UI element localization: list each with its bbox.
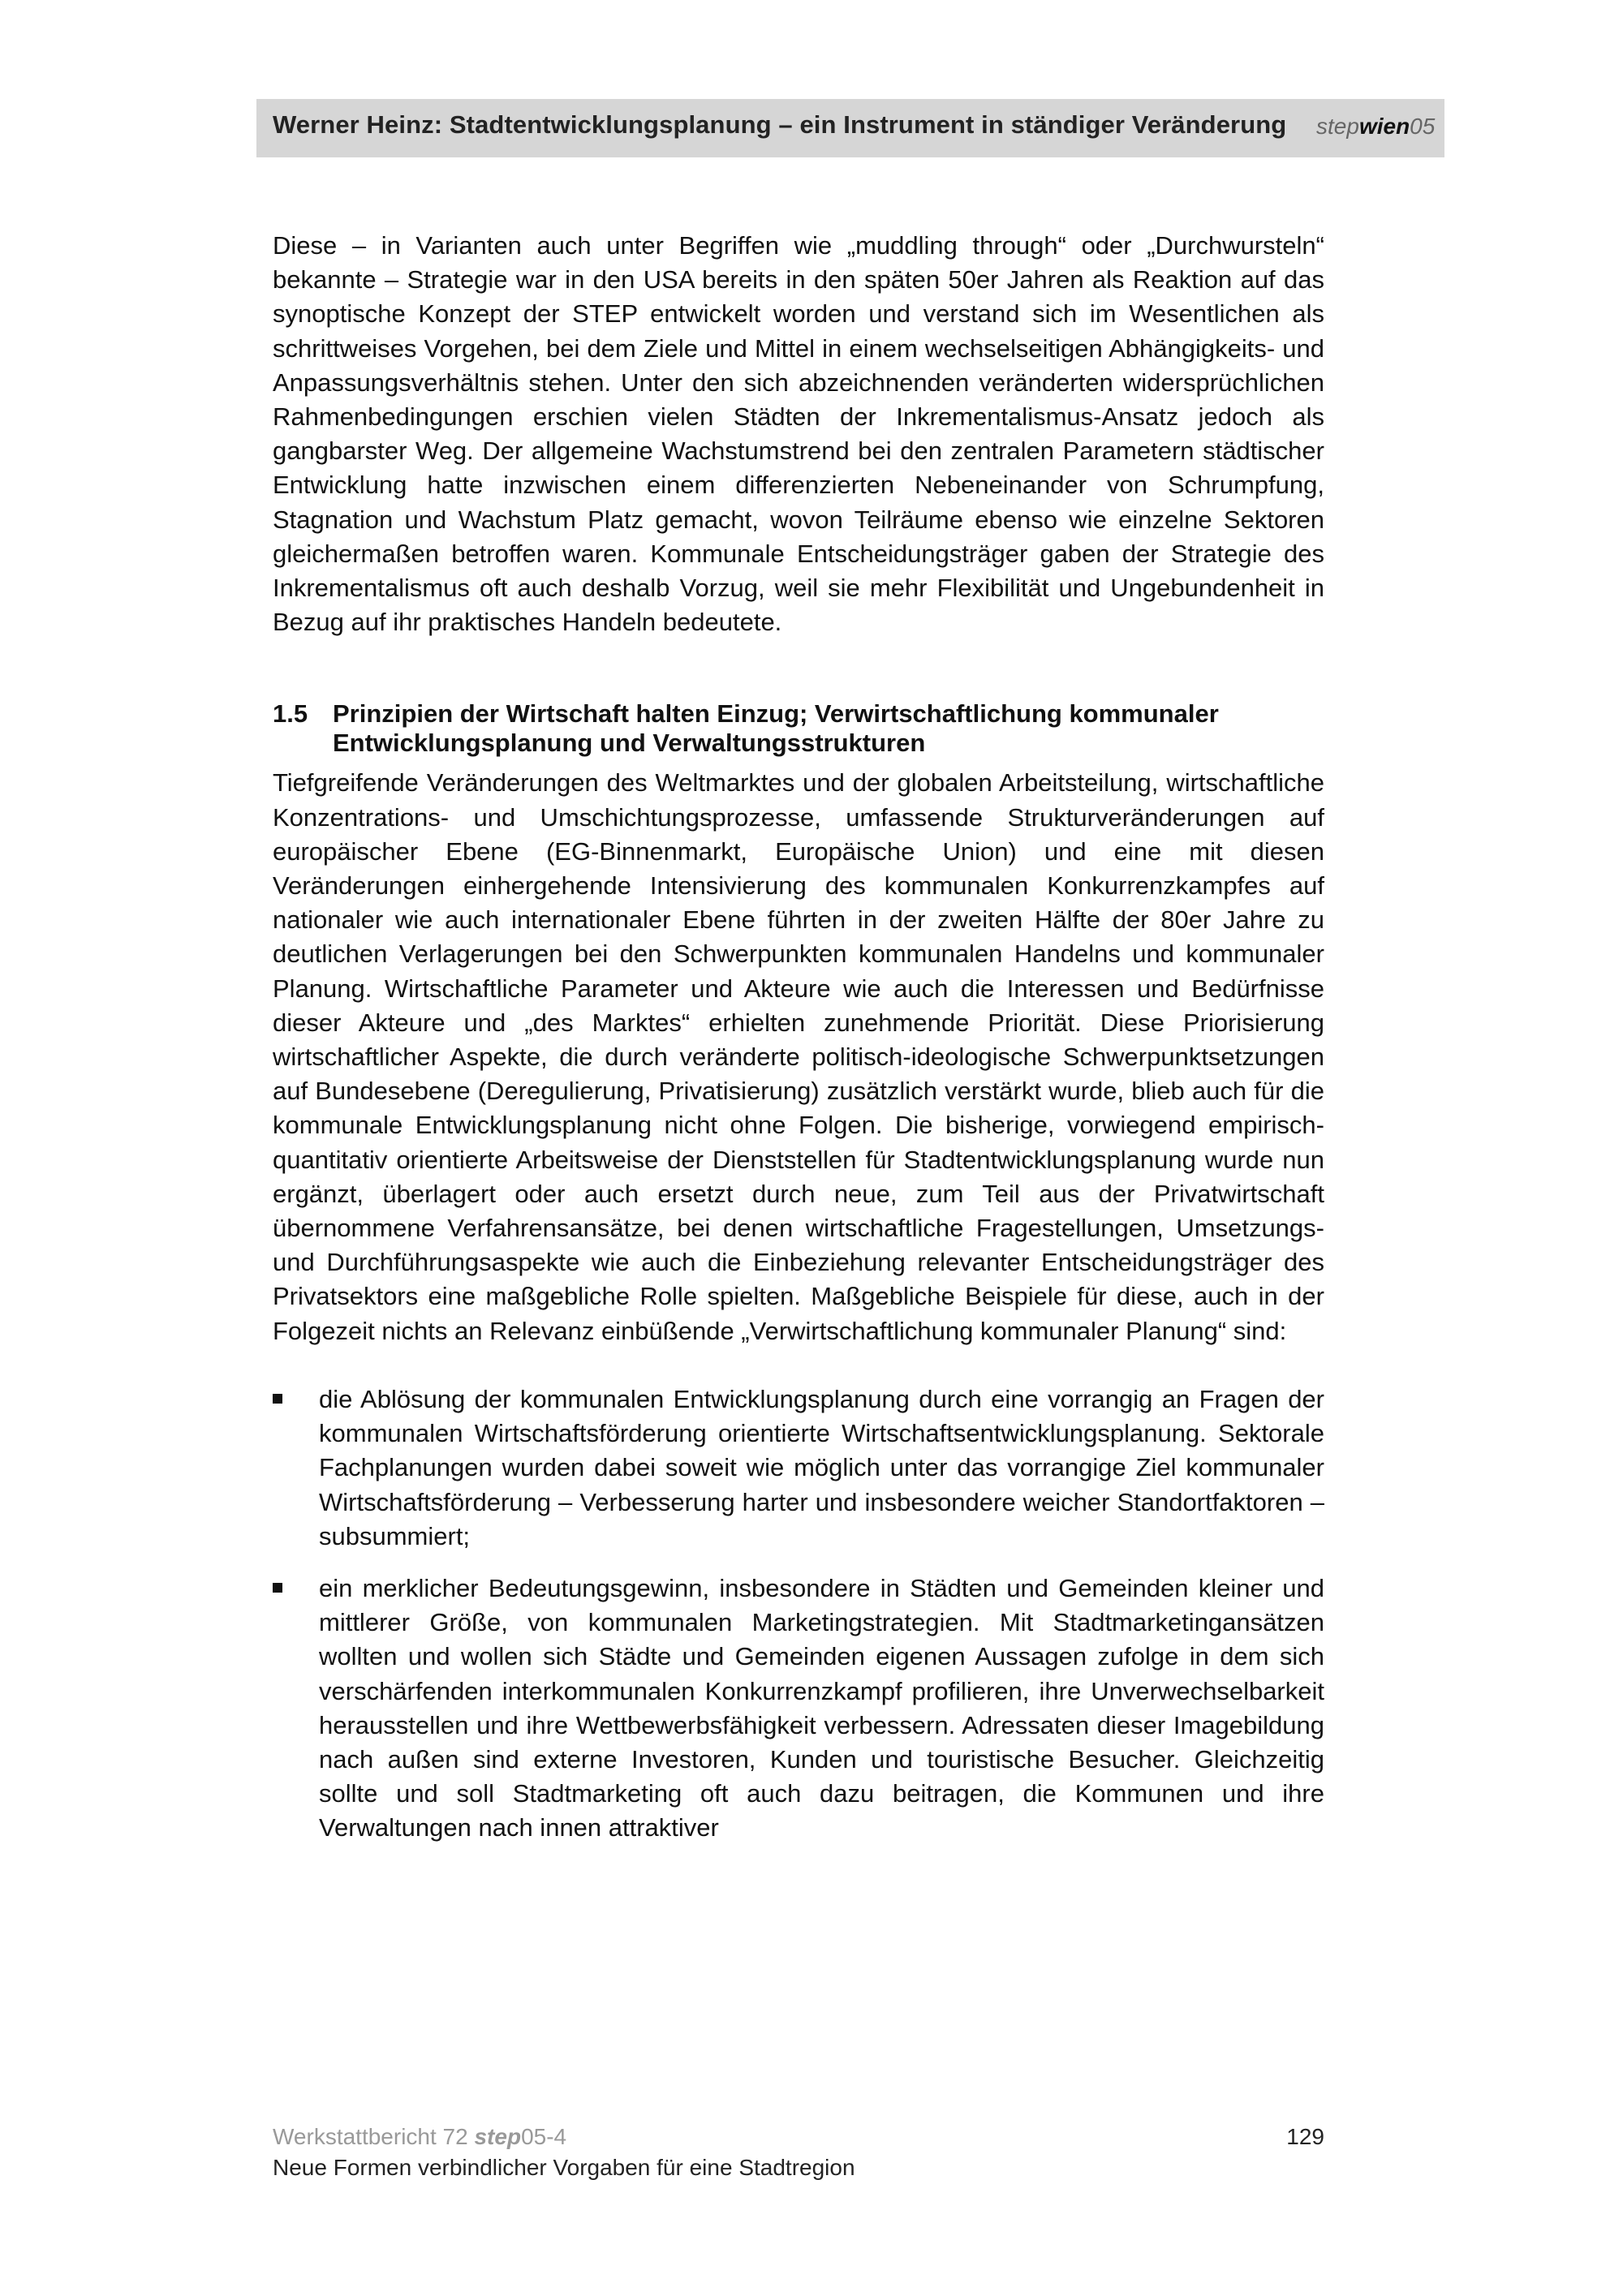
- logo-text: [1316, 114, 1435, 139]
- footer-series-step: step: [474, 2124, 522, 2149]
- logo-prefix: step: [1316, 114, 1359, 139]
- page-number: 129: [1286, 2124, 1324, 2149]
- running-header-title: Werner Heinz: Stadtentwicklungsplanung – ein Instrument in ständiger Veränderung: [273, 110, 1287, 139]
- paragraph-incrementalism: Diese – in Varianten auch unter Begriffen wie „muddling through“ oder „Durchwursteln“ bekannte – Strategie war in den USA bereits in den späten 50er Jahren als Reaktion auf das synoptische Konzept der STEP entwickelt worden und verstand sich im Wesentlichen als schrittweises Vorgehen, bei dem Ziele und Mittel in einem wechselseitigen Abhängigkeits- und Anpassungsverhältnis stehen. Unter den sich abzeichnenden veränderten widersprüchlichen Rahmenbedingungen erschien vielen Städten der Inkrementalismus-Ansatz jedoch als gangbarster Weg. Der allgemeine Wachstumstrend bei den zentralen Parametern städtischer Entwicklung hatte inzwischen einem differenzierten Nebeneinander von Schrumpfung, Stagnation und Wachstum Platz gemacht, wovon Teilräume ebenso wie einzelne Sektoren gleichermaßen betroffen waren. Kommunale Entscheidungsträger gaben der Strategie des Inkrementalismus oft auch deshalb Vorzug, weil sie mehr Flexibilität und Ungebundenheit in Bezug auf ihr praktisches Handeln bedeutete.: [273, 231, 1324, 637]
- bullet-list: [273, 1382, 1324, 1846]
- section-number: 1.5: [273, 699, 308, 729]
- list-item: [273, 1572, 1324, 1846]
- footer-series-prefix: Werkstattbericht 72: [273, 2124, 475, 2149]
- square-bullet-icon: [273, 1394, 282, 1404]
- logo-suffix: 05: [1410, 114, 1436, 139]
- page-content: [273, 229, 1324, 1864]
- logo-bold: wien: [1358, 114, 1410, 139]
- footer-series-suffix: 05-4: [521, 2124, 567, 2149]
- step-wien-05-logo: [1316, 114, 1438, 149]
- list-item: [273, 1382, 1324, 1554]
- page-footer: [273, 2122, 1324, 2183]
- running-header: [256, 99, 1444, 157]
- list-item-text: ein merklicher Bedeutungsgewinn, insbesondere in Städten und Gemeinden kleiner und mittlerer Größe, von kommunalen Marketingstrategien. Mit Stadtmarketingansätzen wollten und wollen sich Städte und Gemeinden eigenen Aussagen zufolge in dem sich verschärfenden interkommunalen Konkurrenzkampf profilieren, ihre Unverwechselbarkeit herausstellen und ihre Wettbewerbsfähigkeit verbessern. Adressaten dieser Imagebildung nach außen sind externe Investoren, Kunden und touristische Besucher. Gleichzeitig sollte und soll Stadtmarketing oft auch dazu beitragen, die Kommunen und ihre Verwaltungen nach innen attraktiver: [319, 1573, 1324, 1842]
- footer-subtitle: Neue Formen verbindlicher Vorgaben für eine Stadtregion: [273, 2155, 855, 2180]
- list-item-text: die Ablösung der kommunalen Entwicklungsplanung durch eine vorrangig an Fragen der kommunalen Wirtschaftsförderung orientierte Wirtschaftsentwicklungsplanung. Sektorale Fachplanungen wurden dabei soweit wie möglich unter das vorrangige Ziel kommunaler Wirtschaftsförderung – Verbesserung harter und insbesondere weicher Standortfaktoren – subsummiert;: [319, 1384, 1324, 1550]
- footer-series-line: [273, 2122, 1324, 2152]
- square-bullet-icon: [273, 1583, 282, 1593]
- section-title: Prinzipien der Wirtschaft halten Einzug; Verwirtschaftlichung kommunaler Entwicklungsplanung und Verwaltungsstrukturen: [333, 699, 1219, 758]
- paragraph-economization: Tiefgreifende Veränderungen des Weltmarktes und der globalen Arbeitsteilung, wirtschaftliche Konzentrations- und Umschichtungsprozesse, umfassende Strukturveränderungen auf europäischer Ebene (EG-Binnenmarkt, Europäische Union) und eine mit diesen Veränderungen einhergehende Intensivierung des kommunalen Konkurrenzkampfes auf nationaler wie auch internationaler Ebene führten in der zweiten Hälfte der 80er Jahre zu deutlichen Verlagerungen bei den Schwerpunkten kommunalen Handelns und kommunaler Planung. Wirtschaftliche Parameter und Akteure wie auch die Interessen und Bedürfnisse dieser Akteure und „des Marktes“ erhielten zunehmende Priorität. Diese Priorisierung wirtschaftlicher Aspekte, die durch veränderte politisch-ideologische Schwerpunktsetzungen auf Bundesebene (Deregulierung, Privatisierung) zusätzlich verstärkt wurde, blieb auch für die kommunale Entwicklungsplanung nicht ohne Folgen. Die bisherige, vorwiegend empirisch-quantitativ orientierte Arbeitsweise der Dienststellen für Stadtentwicklungsplanung wurde nun ergänzt, überlagert oder auch ersetzt durch neue, zum Teil aus der Privatwirtschaft übernommene Verfahrensansätze, bei denen wirtschaftliche Fragestellungen, Umsetzungs- und Durchführungsaspekte wie auch die Einbeziehung relevanter Entscheidungsträger des Privatsektors eine maßgebliche Rolle spielten. Maßgebliche Beispiele für diese, auch in der Folgezeit nichts an Relevanz einbüßende „Verwirtschaftlichung kommunaler Planung“ sind:: [273, 768, 1324, 1345]
- section-heading: [273, 699, 1324, 758]
- footer-series: [273, 2122, 566, 2152]
